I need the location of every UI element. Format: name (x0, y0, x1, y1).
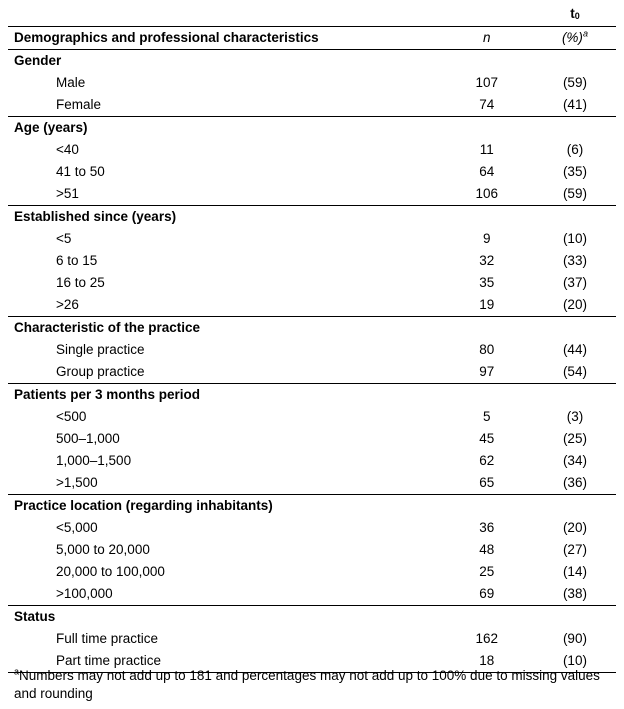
row-n: 74 (440, 94, 534, 117)
row-n: 32 (479, 253, 495, 268)
row-pct: (3) (566, 409, 584, 424)
table-row (8, 561, 616, 583)
table-row (8, 428, 616, 450)
demographics-table (8, 3, 616, 673)
row-n: 65 (440, 472, 534, 495)
column-header-row (8, 27, 616, 50)
row-label: <5,000 (56, 520, 98, 535)
row-pct: (35) (562, 164, 587, 179)
footnote (8, 667, 614, 703)
table-row (8, 272, 616, 294)
section-row (8, 317, 616, 340)
column-header-n: n (440, 27, 534, 50)
row-pct: (44) (562, 342, 587, 357)
row-pct: (33) (562, 253, 587, 268)
row-n: 162 (475, 631, 498, 646)
section-title: Gender (14, 53, 62, 68)
section-row (8, 495, 616, 518)
row-n: 69 (440, 583, 534, 606)
row-pct: (14) (562, 564, 587, 579)
row-pct: (54) (534, 361, 616, 384)
section-title: Status (14, 609, 56, 624)
row-label: <500 (56, 409, 87, 424)
row-pct: (25) (562, 431, 587, 446)
row-n: 19 (440, 294, 534, 317)
table-row (8, 72, 616, 94)
row-pct: (41) (534, 94, 616, 117)
row-pct: (90) (562, 631, 587, 646)
row-pct: (20) (534, 294, 616, 317)
table-row (8, 472, 616, 495)
row-label: 5,000 to 20,000 (56, 542, 150, 557)
section-title: Patients per 3 months period (14, 387, 201, 402)
row-pct: (59) (562, 75, 587, 90)
table-row (8, 94, 616, 117)
table-row (8, 183, 616, 206)
row-n: 18 (440, 650, 534, 673)
table-row (8, 228, 616, 250)
section-row (8, 606, 616, 629)
table-row (8, 139, 616, 161)
section-title: Characteristic of the practice (14, 320, 201, 335)
row-n: 36 (479, 520, 495, 535)
table-row (8, 339, 616, 361)
table-row (8, 628, 616, 650)
section-title: Established since (years) (14, 209, 177, 224)
row-n: 35 (479, 275, 495, 290)
section-row (8, 384, 616, 407)
table-row (8, 583, 616, 606)
row-label: Full time practice (56, 631, 159, 646)
row-n: 5 (482, 409, 491, 424)
row-n: 64 (479, 164, 495, 179)
footnote-marker: a (14, 666, 20, 677)
row-n: 48 (479, 542, 495, 557)
row-n: 107 (475, 75, 498, 90)
row-pct: (34) (562, 453, 587, 468)
row-pct: (36) (534, 472, 616, 495)
table-row (8, 450, 616, 472)
row-label: >26 (8, 294, 440, 317)
row-pct: (27) (562, 542, 587, 557)
section-row (8, 50, 616, 73)
row-label: Part time practice (8, 650, 440, 673)
row-label: >100,000 (8, 583, 440, 606)
row-n: 11 (479, 142, 494, 157)
row-pct: (20) (562, 520, 587, 535)
section-row (8, 206, 616, 229)
row-n: 80 (479, 342, 495, 357)
row-label: Female (8, 94, 440, 117)
row-n: 9 (482, 231, 491, 246)
row-label: Group practice (8, 361, 440, 384)
section-title: Practice location (regarding inhabitants) (14, 498, 273, 513)
row-label: 20,000 to 100,000 (56, 564, 165, 579)
row-pct: (10) (562, 231, 587, 246)
row-label: 1,000–1,500 (56, 453, 132, 468)
row-pct: (38) (534, 583, 616, 606)
row-label: <5 (56, 231, 72, 246)
table-row (8, 539, 616, 561)
row-label: <40 (56, 142, 79, 157)
table-row (8, 406, 616, 428)
section-row (8, 117, 616, 140)
row-n: 25 (479, 564, 495, 579)
time-header-row (8, 3, 616, 27)
row-pct: (37) (562, 275, 587, 290)
row-label: >1,500 (8, 472, 440, 495)
section-title: Age (years) (14, 120, 88, 135)
table-row (8, 161, 616, 183)
row-label: 6 to 15 (56, 253, 98, 268)
table-row (8, 517, 616, 539)
row-label: 41 to 50 (56, 164, 105, 179)
row-label: Single practice (56, 342, 145, 357)
row-pct: (59) (534, 183, 616, 206)
row-label: Male (56, 75, 86, 90)
table-row (8, 361, 616, 384)
row-n: 45 (479, 431, 495, 446)
footnote-text: Numbers may not add up to 181 and percentages may not add up to 100% due to missing values and rounding (14, 668, 600, 701)
row-n: 62 (479, 453, 495, 468)
row-pct: (10) (534, 650, 616, 673)
row-n: 106 (440, 183, 534, 206)
table-row (8, 250, 616, 272)
table-row (8, 294, 616, 317)
row-label: 16 to 25 (56, 275, 105, 290)
row-pct: (6) (566, 142, 584, 157)
column-header-pct: (%)$^a$ (534, 27, 616, 50)
column-header-label: Demographics and professional characteristics (8, 27, 440, 50)
row-label: 500–1,000 (56, 431, 120, 446)
time-point-label: $t_0$ (570, 6, 580, 21)
row-n: 97 (440, 361, 534, 384)
row-label: >51 (8, 183, 440, 206)
